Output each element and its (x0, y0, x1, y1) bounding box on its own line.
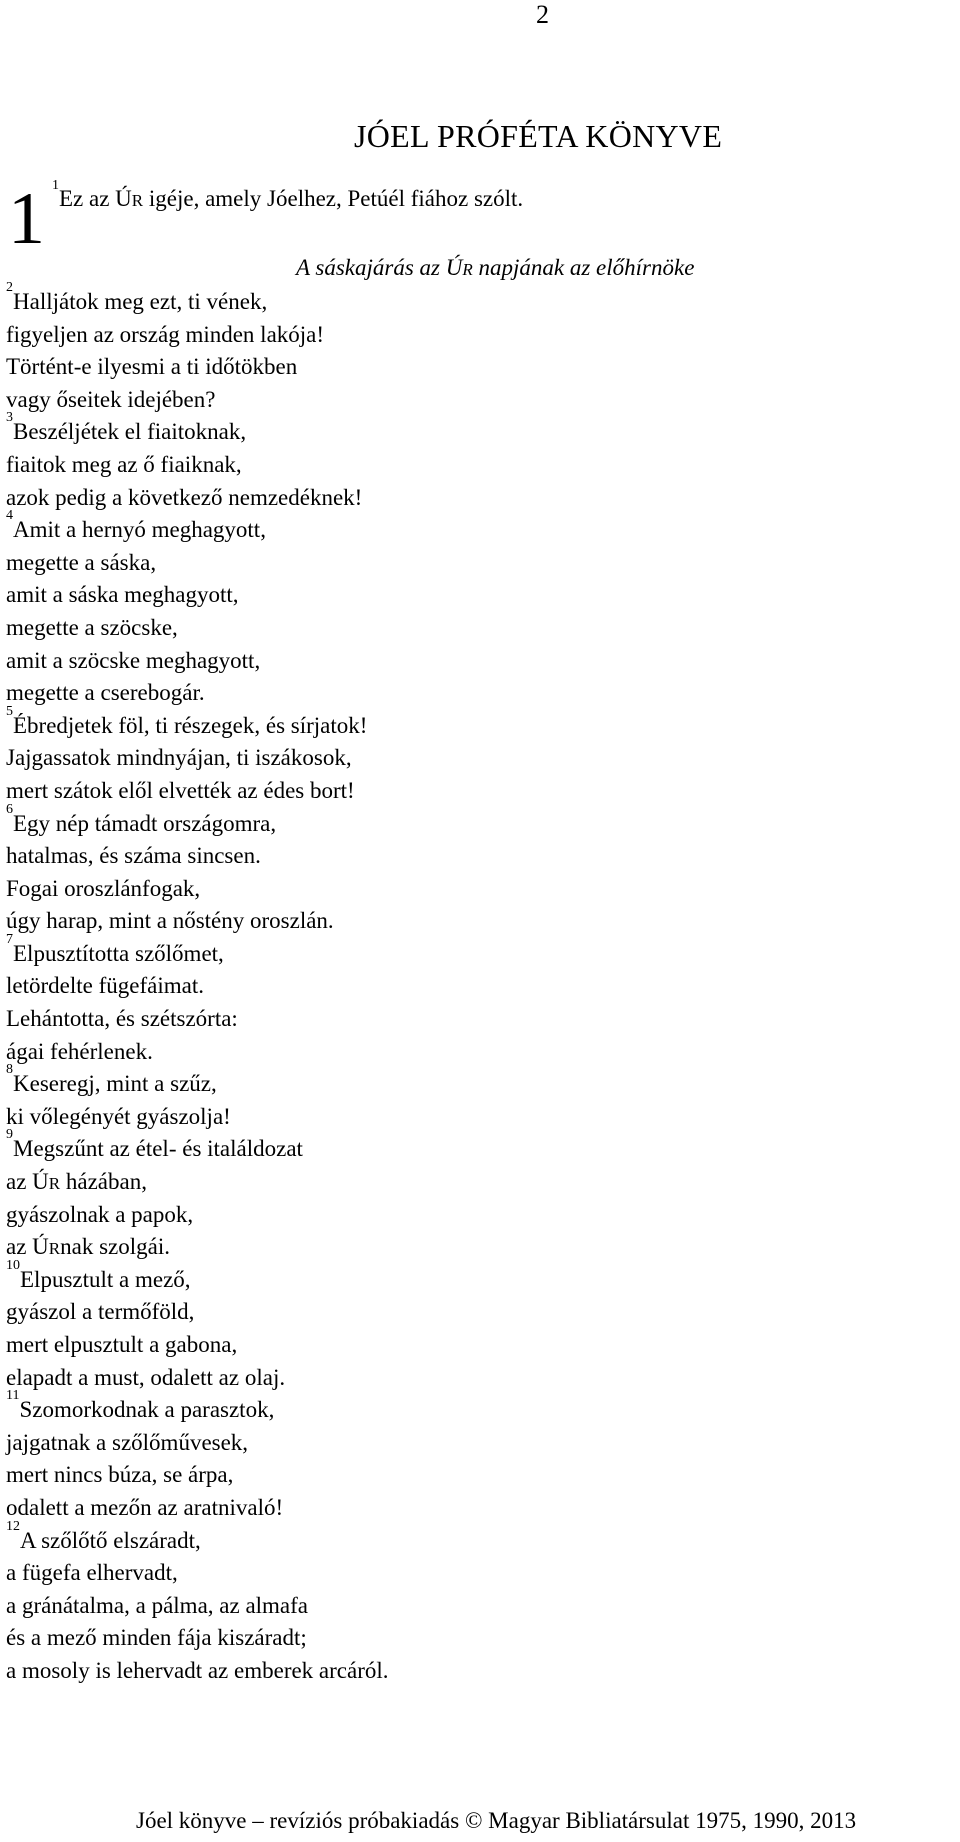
verse-line (6, 970, 906, 1003)
verse-text: megette a szöcske, (6, 614, 178, 640)
section-heading-text: napjának az előhírnöke (472, 255, 695, 280)
verse-text: Elpusztította szőlőmet, (13, 940, 224, 966)
verse-line (6, 742, 906, 775)
verse-text: mert szátok elől elvették az édes bort! (6, 777, 355, 803)
verse-line (6, 482, 906, 515)
verse-line (6, 931, 906, 971)
verse-lines (6, 280, 906, 1688)
verse-line (6, 1101, 906, 1134)
verse-line (6, 1557, 906, 1590)
verse-text: Halljátok meg ezt, ti vének, (13, 289, 268, 314)
verse-text: Történt-e ilyesmi a ti időtökben (6, 354, 298, 380)
verse-line (6, 319, 906, 352)
section-heading-text: A sáskajárás az Ú (296, 255, 463, 280)
verse-text: odalett a mezőn az aratnivaló! (6, 1494, 284, 1520)
verse-line (6, 1296, 906, 1329)
verse-line (6, 1427, 906, 1460)
small-caps-text: R (462, 260, 473, 279)
verse-line (6, 840, 906, 873)
verse-number: 4 (6, 508, 13, 524)
verse-text: gyászol a termőföld, (6, 1299, 195, 1325)
verse-text: az Ú (6, 1234, 49, 1260)
verse-text: figyeljen az ország minden lakója! (6, 321, 325, 347)
verse-line (6, 1459, 906, 1492)
verse-line (6, 449, 906, 482)
verse-line (6, 873, 906, 906)
verse-text: hatalmas, és száma sincsen. (6, 843, 261, 869)
page-number: 2 (536, 0, 549, 29)
verse-text: Keseregj, mint a szűz, (13, 1071, 217, 1097)
verse-text: igéje, amely Jóelhez, Petúél fiához szólt. (143, 186, 524, 211)
verse-line (6, 677, 906, 710)
verse-number: 12 (6, 1518, 20, 1534)
verse-line (6, 801, 906, 841)
verse-text: megette a sáska, (6, 549, 157, 575)
verse-number: 10 (6, 1257, 20, 1273)
verse-text: ki vőlegényét gyászolja! (6, 1103, 231, 1129)
verse-text: az Ú (6, 1169, 49, 1195)
verse-text: Lehántotta, és szétszórta: (6, 1006, 238, 1032)
verse-line (6, 410, 906, 449)
verse-text: amit a sáska meghagyott, (6, 582, 239, 608)
verse-number: 3 (6, 410, 13, 426)
verse-line (6, 1362, 906, 1395)
chapter-block (8, 178, 948, 260)
verse-text: Szomorkodnak a parasztok, (19, 1397, 275, 1423)
page-footer: Jóel könyve – revíziós próbakiadás © Magyar Bibliatársulat 1975, 1990, 2013 (136, 1808, 857, 1833)
verse-text: a gránátalma, a pálma, az almafa (6, 1592, 309, 1618)
verse-number: 1 (52, 178, 59, 193)
verse-text: elapadt a must, odalett az olaj. (6, 1364, 286, 1390)
verse-line (6, 775, 906, 808)
small-caps-text: R (48, 1239, 61, 1259)
verse-line (6, 612, 906, 645)
verse-line (6, 1622, 906, 1655)
verse-number: 9 (6, 1127, 13, 1143)
verse-text: A szőlőtő elszáradt, (20, 1527, 201, 1553)
verse-line (6, 905, 906, 938)
verse-number: 11 (6, 1388, 20, 1404)
verse-number: 2 (6, 280, 13, 295)
verse-text: házában, (60, 1169, 147, 1195)
verse-line (6, 1062, 906, 1101)
verse-line (6, 1388, 906, 1427)
verse-text: Jajgassatok mindnyájan, ti iszákosok, (6, 745, 352, 771)
verse-line (6, 1518, 906, 1558)
verse-text: Ébredjetek föl, ti részegek, és sírjatok! (13, 712, 368, 738)
verse-text: úgy harap, mint a nőstény oroszlán. (6, 908, 334, 934)
verse-number: 6 (6, 801, 13, 817)
verse-text: mert elpusztult a gabona, (6, 1332, 238, 1357)
verse-text: Amit a hernyó meghagyott, (13, 517, 266, 543)
verse-line (6, 384, 906, 417)
verse-text: ágai fehérlenek. (6, 1038, 153, 1064)
verse-line (6, 1003, 906, 1036)
small-caps-text: R (131, 191, 144, 210)
verse-line (6, 579, 906, 612)
verse-text: azok pedig a következő nemzedéknek! (6, 484, 363, 510)
verse-text: gyászolnak a papok, (6, 1201, 194, 1227)
verse-text: nak szolgái. (60, 1234, 170, 1260)
verse-line (6, 1231, 906, 1264)
verse-text: fiaitok meg az ő fiaiknak, (6, 451, 242, 477)
section-heading (296, 252, 694, 286)
verse-text: mert nincs búza, se árpa, (6, 1462, 234, 1488)
verse-line (6, 1127, 906, 1166)
verse-text: a fügefa elhervadt, (6, 1560, 178, 1586)
verse-1 (52, 178, 524, 216)
verse-text: amit a szöcske meghagyott, (6, 647, 261, 673)
verse-text: Megszűnt az étel- és italáldozat (13, 1136, 303, 1162)
verse-line (6, 280, 906, 319)
book-title: JÓEL PRÓFÉTA KÖNYVE (354, 118, 723, 154)
verse-text: Fogai oroszlánfogak, (6, 875, 201, 901)
verse-line (6, 508, 906, 547)
small-caps-text: R (48, 1174, 61, 1194)
verse-line (6, 1590, 906, 1623)
verse-line (6, 1492, 906, 1525)
verse-text: és a mező minden fája kiszáradt; (6, 1625, 307, 1651)
verse-text: Elpusztult a mező, (20, 1266, 191, 1292)
verse-text: letördelte fügefáimat. (6, 973, 204, 999)
verse-line (6, 1257, 906, 1297)
verse-number: 8 (6, 1062, 13, 1078)
verse-line (6, 1655, 906, 1688)
verse-number: 7 (6, 931, 13, 947)
verse-text: vagy őseitek idejében? (6, 386, 216, 412)
verse-line (6, 1036, 906, 1069)
verse-line (6, 1199, 906, 1232)
verse-text: Egy nép támadt országomra, (13, 810, 277, 836)
verse-line (6, 1166, 906, 1199)
verse-text: Beszéljétek el fiaitoknak, (13, 419, 247, 445)
verse-line (6, 645, 906, 678)
verse-text: jajgatnak a szőlőművesek, (6, 1429, 249, 1455)
verse-text: a mosoly is lehervadt az emberek arcáról. (6, 1657, 389, 1683)
verse-line (6, 703, 906, 743)
verse-text: megette a cserebogár. (6, 680, 205, 706)
verse-line (6, 547, 906, 580)
verse-number: 5 (6, 703, 13, 719)
verse-text: Ez az Ú (59, 186, 132, 211)
chapter-number: 1 (8, 178, 45, 260)
verse-line (6, 1329, 906, 1362)
verse-line (6, 351, 906, 384)
